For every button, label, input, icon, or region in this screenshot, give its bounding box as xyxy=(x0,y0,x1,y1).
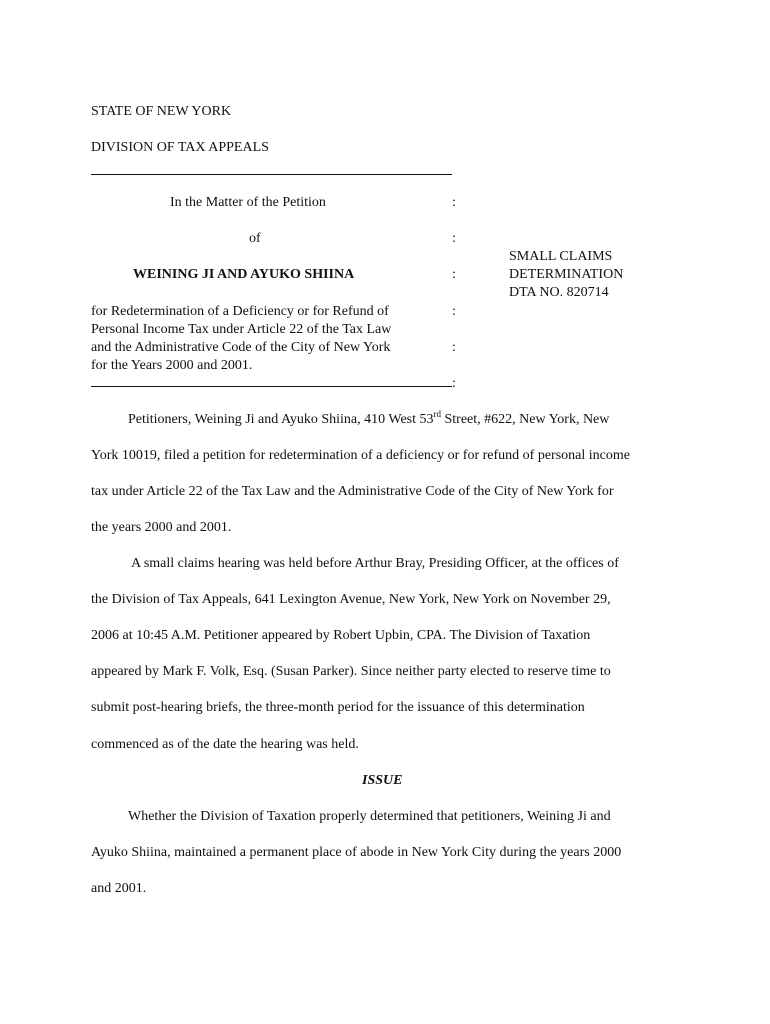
paragraph-1-line-1 xyxy=(128,409,728,428)
caption-colon: : xyxy=(452,231,456,246)
determination-type-line-2: DETERMINATION xyxy=(509,267,624,282)
matter-line: In the Matter of the Petition xyxy=(170,195,326,210)
determination-type-line-1: SMALL CLAIMS xyxy=(509,249,613,264)
caption-colon: : xyxy=(452,340,456,355)
paragraph-1-line-3: tax under Article 22 of the Tax Law and the Administrative Code of the City of New York for xyxy=(91,484,614,499)
paragraph-3-line-1: Whether the Division of Taxation properly determined that petitioners, Weining Ji and xyxy=(128,809,611,824)
purpose-line-2: Personal Income Tax under Article 22 of the Tax Law xyxy=(91,322,392,337)
of-line: of xyxy=(249,231,261,246)
paragraph-2-line-4: appeared by Mark F. Volk, Esq. (Susan Parker). Since neither party elected to reserve time to xyxy=(91,664,611,679)
petitioners-name: WEINING JI AND AYUKO SHIINA xyxy=(133,267,355,282)
paragraph-3-line-2: Ayuko Shiina, maintained a permanent place of abode in New York City during the years 2000 xyxy=(91,845,622,860)
caption-bottom-rule xyxy=(91,386,452,387)
ordinal-suffix: rd xyxy=(433,409,441,419)
issue-heading: ISSUE xyxy=(362,773,403,788)
paragraph-2-line-1: A small claims hearing was held before Arthur Bray, Presiding Officer, at the offices of xyxy=(131,556,619,571)
paragraph-3-line-3: and 2001. xyxy=(91,881,147,896)
caption-colon: : xyxy=(452,376,456,391)
caption-colon: : xyxy=(452,195,456,210)
paragraph-2-line-5: submit post-hearing briefs, the three-month period for the issuance of this determination xyxy=(91,700,585,715)
paragraph-2-line-3: 2006 at 10:45 A.M. Petitioner appeared by Robert Upbin, CPA. The Division of Taxation xyxy=(91,628,591,643)
paragraph-1-text: Petitioners, Weining Ji and Ayuko Shiina, 410 West 53 xyxy=(128,412,434,427)
paragraph-1-text: Street, #622, New York, New xyxy=(441,412,610,427)
paragraph-1-line-2: York 10019, filed a petition for redetermination of a deficiency or for refund of personal income xyxy=(91,448,630,463)
header-rule xyxy=(91,174,452,175)
caption-colon: : xyxy=(452,267,456,282)
paragraph-1-line-4: the years 2000 and 2001. xyxy=(91,520,232,535)
caption-colon: : xyxy=(452,304,456,319)
dta-number: DTA NO. 820714 xyxy=(509,285,609,300)
purpose-line-4: for the Years 2000 and 2001. xyxy=(91,358,253,373)
state-heading: STATE OF NEW YORK xyxy=(91,104,232,119)
paragraph-2-line-6: commenced as of the date the hearing was held. xyxy=(91,737,359,752)
paragraph-2-line-2: the Division of Tax Appeals, 641 Lexington Avenue, New York, New York on November 29, xyxy=(91,592,611,607)
purpose-line-1: for Redetermination of a Deficiency or for Refund of xyxy=(91,304,389,319)
purpose-line-3: and the Administrative Code of the City of New York xyxy=(91,340,391,355)
division-heading: DIVISION OF TAX APPEALS xyxy=(91,140,269,155)
